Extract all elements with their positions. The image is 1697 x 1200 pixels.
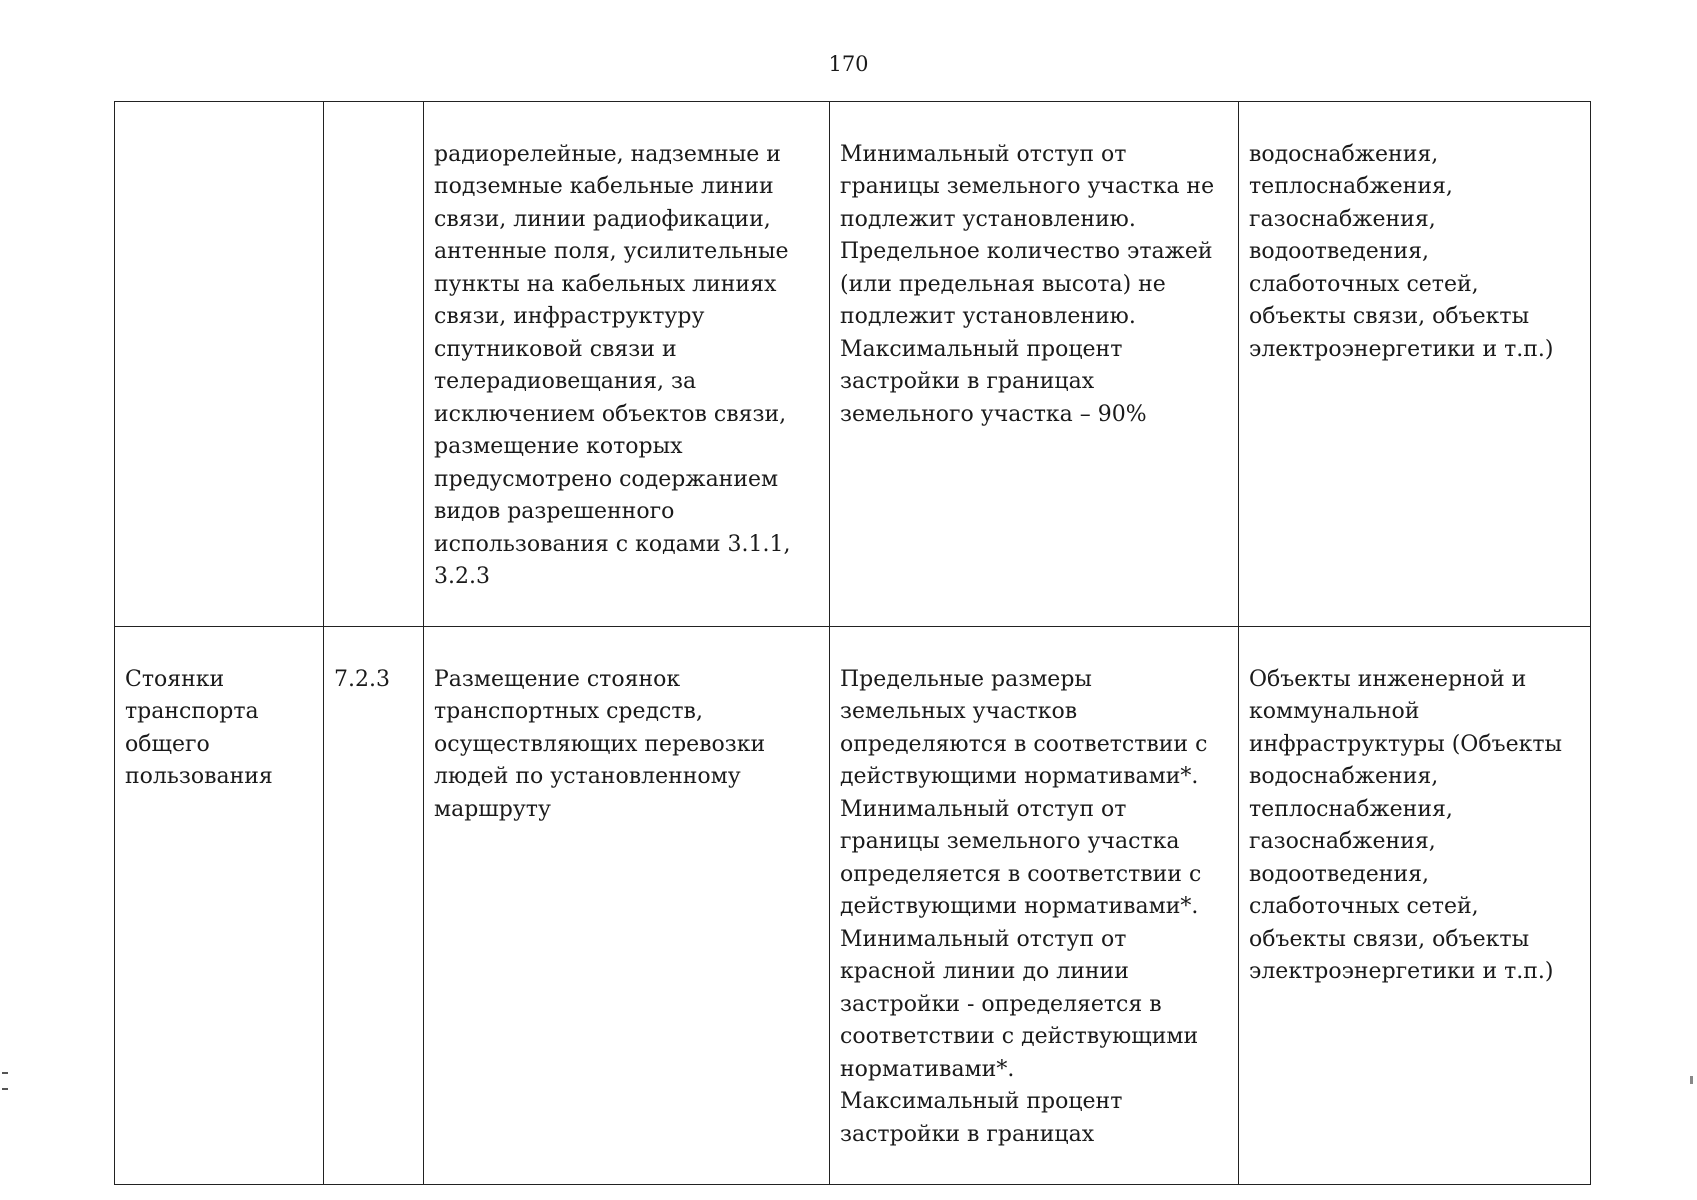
objects-cell: [1239, 627, 1591, 1185]
use-description-text: радиорелейные, надземные и подземные кабельные линии связи, линии радиофикации, антенные поля, усилительные пункты на кабельных линиях связи, инфраструктуру спутниковой связи и телерадиовещания, за исключением объектов связи, размещение которых предусмотрено содержанием видов разрешенного использования с кодами 3.1.1, 3.2.3: [434, 141, 791, 589]
page-number: 170: [828, 52, 869, 76]
scan-edge-mark: [2, 1072, 8, 1090]
objects-text: Объекты инженерной и коммунальной инфраструктуры (Объекты водоснабжения, теплоснабжения, газоснабжения, водоотведения, слаботочных сетей, объекты связи, объекты электроэнергетики и т.п.): [1249, 666, 1563, 984]
use-code-cell: [324, 627, 424, 1185]
use-description-text: Размещение стоянок транспортных средств, осуществляющих перевозки людей по установленному маршруту: [434, 666, 766, 822]
use-name-cell: [115, 627, 324, 1185]
parameters-cell: [830, 627, 1239, 1185]
parameters-cell: [830, 102, 1239, 627]
use-description-cell: [424, 102, 830, 627]
use-name-text: Стоянки транспорта общего пользования: [125, 666, 273, 789]
parameters-text: Предельные размеры земельных участков определяются в соответствии с действующими нормативами*. Минимальный отступ от границы земельного участка определяется в соответствии с действующими нормативами*. Минимальный отступ от красной линии до линии застройки - определяется в соответствии с действующими нормативами*. Максимальный процент застройки в границах: [840, 666, 1208, 1147]
use-code-text: 7.2.3: [334, 666, 390, 692]
objects-text: водоснабжения, теплоснабжения, газоснабжения, водоотведения, слаботочных сетей, объекты связи, объекты электроэнергетики и т.п.): [1249, 141, 1554, 362]
use-name-cell: [115, 102, 324, 627]
table-row: [115, 627, 1591, 1185]
use-code-cell: [324, 102, 424, 627]
use-description-cell: [424, 627, 830, 1185]
table-row: [115, 102, 1591, 627]
scan-edge-mark-right: [1690, 1076, 1693, 1084]
land-use-table: [114, 101, 1591, 1185]
objects-cell: [1239, 102, 1591, 627]
parameters-text: Минимальный отступ от границы земельного участка не подлежит установлению. Предельное количество этажей (или предельная высота) не подлежит установлению. Максимальный процент застройки в границах земельного участка – 90%: [840, 141, 1215, 427]
